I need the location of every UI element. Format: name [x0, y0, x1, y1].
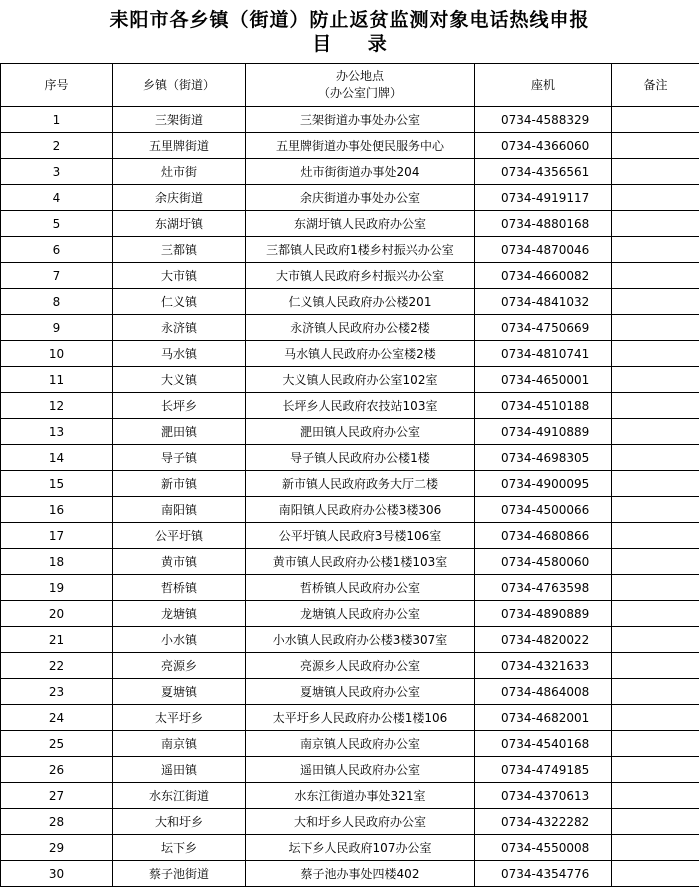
cell-phone: 0734-4356561	[475, 159, 612, 185]
table-row	[1, 289, 699, 315]
cell-remark	[612, 861, 699, 887]
table-row	[1, 601, 699, 627]
cell-town: 三都镇	[113, 237, 246, 263]
cell-town: 蔡子池街道	[113, 861, 246, 887]
cell-index: 11	[1, 367, 113, 393]
table-row	[1, 757, 699, 783]
cell-phone: 0734-4510188	[475, 393, 612, 419]
cell-office: 太平圩乡人民政府办公楼1楼106	[246, 705, 475, 731]
cell-phone: 0734-4698305	[475, 445, 612, 471]
table-row	[1, 393, 699, 419]
cell-office: 导子镇人民政府办公楼1楼	[246, 445, 475, 471]
cell-phone: 0734-4550008	[475, 835, 612, 861]
cell-phone: 0734-4682001	[475, 705, 612, 731]
table-row	[1, 783, 699, 809]
cell-remark	[612, 705, 699, 731]
cell-remark	[612, 497, 699, 523]
cell-office: 南阳镇人民政府办公楼3楼306	[246, 497, 475, 523]
cell-phone: 0734-4749185	[475, 757, 612, 783]
table-body	[1, 107, 699, 887]
cell-office: 永济镇人民政府办公楼2楼	[246, 315, 475, 341]
cell-town: 小水镇	[113, 627, 246, 653]
table-header-row	[1, 64, 699, 107]
cell-remark	[612, 809, 699, 835]
cell-office: 大和圩乡人民政府办公室	[246, 809, 475, 835]
cell-town: 黄市镇	[113, 549, 246, 575]
header-index: 序号	[1, 64, 113, 107]
cell-phone: 0734-4680866	[475, 523, 612, 549]
cell-index: 17	[1, 523, 113, 549]
cell-town: 太平圩乡	[113, 705, 246, 731]
cell-index: 10	[1, 341, 113, 367]
cell-phone: 0734-4366060	[475, 133, 612, 159]
cell-remark	[612, 289, 699, 315]
cell-office: 遥田镇人民政府办公室	[246, 757, 475, 783]
cell-town: 南阳镇	[113, 497, 246, 523]
cell-office: 大市镇人民政府乡村振兴办公室	[246, 263, 475, 289]
cell-town: 大市镇	[113, 263, 246, 289]
cell-office: 东湖圩镇人民政府办公室	[246, 211, 475, 237]
cell-phone: 0734-4810741	[475, 341, 612, 367]
cell-office: 小水镇人民政府办公楼3楼307室	[246, 627, 475, 653]
cell-phone: 0734-4919117	[475, 185, 612, 211]
table-row	[1, 653, 699, 679]
cell-index: 24	[1, 705, 113, 731]
cell-index: 8	[1, 289, 113, 315]
cell-index: 21	[1, 627, 113, 653]
cell-phone: 0734-4588329	[475, 107, 612, 133]
cell-office: 大义镇人民政府办公室102室	[246, 367, 475, 393]
cell-remark	[612, 133, 699, 159]
cell-index: 26	[1, 757, 113, 783]
cell-index: 25	[1, 731, 113, 757]
cell-index: 27	[1, 783, 113, 809]
cell-office: 三都镇人民政府1楼乡村振兴办公室	[246, 237, 475, 263]
cell-town: 遥田镇	[113, 757, 246, 783]
table-row	[1, 549, 699, 575]
cell-phone: 0734-4870046	[475, 237, 612, 263]
table-row	[1, 575, 699, 601]
cell-index: 19	[1, 575, 113, 601]
cell-town: 余庆街道	[113, 185, 246, 211]
header-remark: 备注	[612, 64, 699, 107]
cell-town: 三架街道	[113, 107, 246, 133]
cell-index: 23	[1, 679, 113, 705]
cell-index: 4	[1, 185, 113, 211]
table-row	[1, 341, 699, 367]
cell-town: 仁义镇	[113, 289, 246, 315]
cell-office: 灶市街街道办事处204	[246, 159, 475, 185]
cell-town: 永济镇	[113, 315, 246, 341]
cell-remark	[612, 601, 699, 627]
header-phone: 座机	[475, 64, 612, 107]
table-row	[1, 445, 699, 471]
cell-phone: 0734-4370613	[475, 783, 612, 809]
cell-phone: 0734-4354776	[475, 861, 612, 887]
cell-phone: 0734-4322282	[475, 809, 612, 835]
cell-town: 水东江街道	[113, 783, 246, 809]
cell-remark	[612, 549, 699, 575]
table-row	[1, 159, 699, 185]
cell-index: 15	[1, 471, 113, 497]
cell-phone: 0734-4580060	[475, 549, 612, 575]
cell-town: 灶市街	[113, 159, 246, 185]
cell-town: 龙塘镇	[113, 601, 246, 627]
cell-remark	[612, 341, 699, 367]
cell-office: 蔡子池办事处四楼402	[246, 861, 475, 887]
cell-phone: 0734-4841032	[475, 289, 612, 315]
cell-phone: 0734-4763598	[475, 575, 612, 601]
cell-town: 新市镇	[113, 471, 246, 497]
cell-remark	[612, 757, 699, 783]
document-header	[0, 0, 699, 63]
cell-index: 16	[1, 497, 113, 523]
cell-remark	[612, 367, 699, 393]
cell-index: 7	[1, 263, 113, 289]
table-row	[1, 471, 699, 497]
table-row	[1, 263, 699, 289]
table-row	[1, 367, 699, 393]
cell-office: 仁义镇人民政府办公楼201	[246, 289, 475, 315]
cell-remark	[612, 159, 699, 185]
cell-remark	[612, 263, 699, 289]
cell-remark	[612, 107, 699, 133]
table-row	[1, 107, 699, 133]
cell-town: 导子镇	[113, 445, 246, 471]
cell-town: 哲桥镇	[113, 575, 246, 601]
cell-phone: 0734-4650001	[475, 367, 612, 393]
header-office-line2: （办公室门牌）	[317, 86, 402, 100]
cell-office: 水东江街道办事处321室	[246, 783, 475, 809]
cell-office: 余庆街道办事处办公室	[246, 185, 475, 211]
table-row	[1, 627, 699, 653]
cell-office: 马水镇人民政府办公室楼2楼	[246, 341, 475, 367]
cell-office: 新市镇人民政府政务大厅二楼	[246, 471, 475, 497]
cell-office: 南京镇人民政府办公室	[246, 731, 475, 757]
cell-town: 东湖圩镇	[113, 211, 246, 237]
cell-index: 28	[1, 809, 113, 835]
cell-phone: 0734-4864008	[475, 679, 612, 705]
cell-office: 三架街道办事处办公室	[246, 107, 475, 133]
cell-index: 29	[1, 835, 113, 861]
document-subtitle: 目 录	[312, 33, 387, 55]
table-row	[1, 497, 699, 523]
cell-phone: 0734-4321633	[475, 653, 612, 679]
cell-remark	[612, 445, 699, 471]
cell-phone: 0734-4890889	[475, 601, 612, 627]
cell-index: 22	[1, 653, 113, 679]
header-town: 乡镇（街道）	[113, 64, 246, 107]
cell-town: 公平圩镇	[113, 523, 246, 549]
cell-phone: 0734-4820022	[475, 627, 612, 653]
cell-town: 大和圩乡	[113, 809, 246, 835]
cell-remark	[612, 653, 699, 679]
cell-office: 坛下乡人民政府107办公室	[246, 835, 475, 861]
cell-remark	[612, 835, 699, 861]
cell-office: 五里牌街道办事处便民服务中心	[246, 133, 475, 159]
cell-remark	[612, 185, 699, 211]
table-row	[1, 185, 699, 211]
cell-town: 南京镇	[113, 731, 246, 757]
table-row	[1, 133, 699, 159]
cell-index: 18	[1, 549, 113, 575]
cell-town: 马水镇	[113, 341, 246, 367]
cell-remark	[612, 211, 699, 237]
cell-remark	[612, 419, 699, 445]
table-row	[1, 705, 699, 731]
cell-remark	[612, 783, 699, 809]
cell-office: 长坪乡人民政府农技站103室	[246, 393, 475, 419]
cell-phone: 0734-4900095	[475, 471, 612, 497]
cell-index: 14	[1, 445, 113, 471]
cell-phone: 0734-4540168	[475, 731, 612, 757]
cell-town: 坛下乡	[113, 835, 246, 861]
header-office	[246, 64, 475, 107]
table-row	[1, 861, 699, 887]
cell-town: 五里牌街道	[113, 133, 246, 159]
document-title: 耒阳市各乡镇（街道）防止返贫监测对象电话热线申报	[109, 9, 590, 31]
cell-remark	[612, 679, 699, 705]
cell-remark	[612, 627, 699, 653]
cell-remark	[612, 575, 699, 601]
table-row	[1, 523, 699, 549]
table-row	[1, 731, 699, 757]
cell-remark	[612, 237, 699, 263]
cell-index: 3	[1, 159, 113, 185]
table-row	[1, 211, 699, 237]
cell-index: 1	[1, 107, 113, 133]
hotline-table	[0, 63, 699, 887]
cell-office: 淝田镇人民政府办公室	[246, 419, 475, 445]
cell-phone: 0734-4910889	[475, 419, 612, 445]
cell-phone: 0734-4500066	[475, 497, 612, 523]
cell-office: 龙塘镇人民政府办公室	[246, 601, 475, 627]
cell-remark	[612, 393, 699, 419]
cell-remark	[612, 731, 699, 757]
cell-phone: 0734-4660082	[475, 263, 612, 289]
cell-index: 6	[1, 237, 113, 263]
table-row	[1, 679, 699, 705]
cell-town: 亮源乡	[113, 653, 246, 679]
cell-index: 2	[1, 133, 113, 159]
cell-index: 9	[1, 315, 113, 341]
cell-town: 夏塘镇	[113, 679, 246, 705]
cell-office: 夏塘镇人民政府办公室	[246, 679, 475, 705]
cell-town: 长坪乡	[113, 393, 246, 419]
cell-office: 黄市镇人民政府办公楼1楼103室	[246, 549, 475, 575]
cell-index: 13	[1, 419, 113, 445]
cell-phone: 0734-4880168	[475, 211, 612, 237]
cell-index: 20	[1, 601, 113, 627]
header-office-line1: 办公地点	[335, 69, 384, 83]
cell-remark	[612, 471, 699, 497]
cell-office: 公平圩镇人民政府3号楼106室	[246, 523, 475, 549]
cell-office: 哲桥镇人民政府办公室	[246, 575, 475, 601]
cell-remark	[612, 523, 699, 549]
cell-town: 大义镇	[113, 367, 246, 393]
cell-office: 亮源乡人民政府办公室	[246, 653, 475, 679]
table-row	[1, 809, 699, 835]
cell-phone: 0734-4750669	[475, 315, 612, 341]
table-row	[1, 419, 699, 445]
cell-index: 12	[1, 393, 113, 419]
table-row	[1, 835, 699, 861]
table-row	[1, 237, 699, 263]
cell-index: 30	[1, 861, 113, 887]
cell-town: 淝田镇	[113, 419, 246, 445]
table-row	[1, 315, 699, 341]
cell-remark	[612, 315, 699, 341]
cell-index: 5	[1, 211, 113, 237]
